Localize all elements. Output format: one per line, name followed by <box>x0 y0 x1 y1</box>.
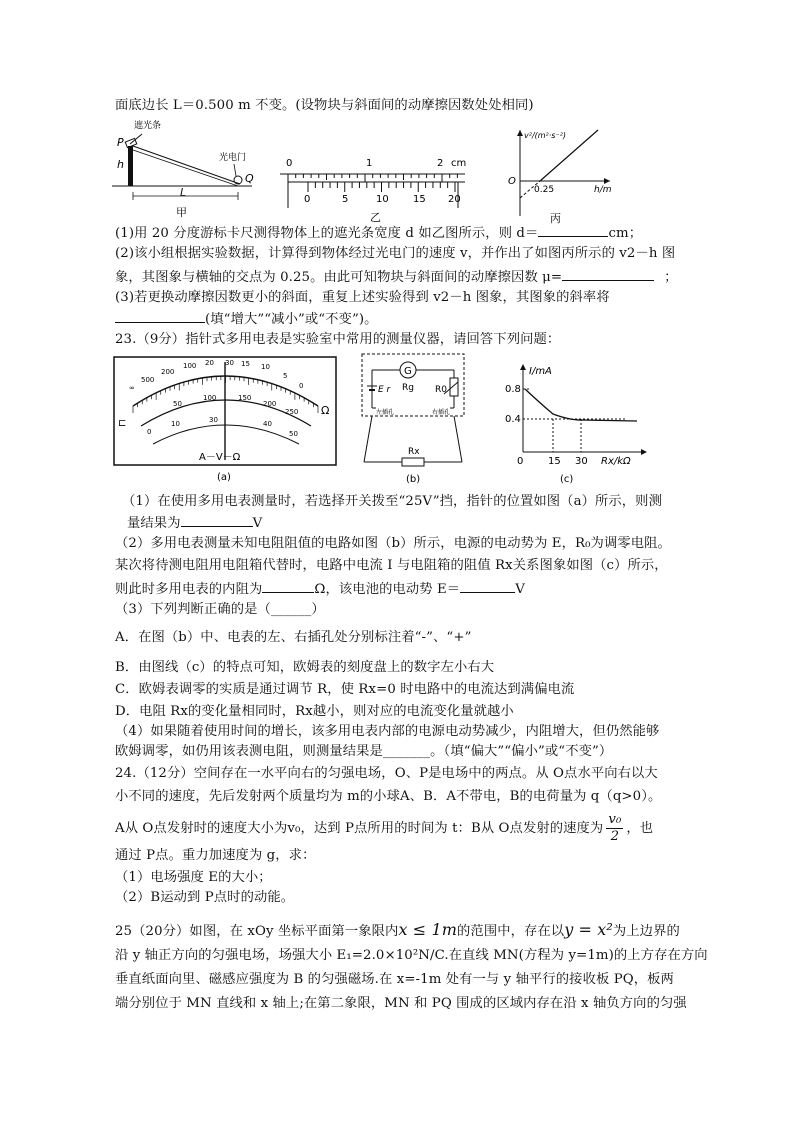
svg-text:10: 10 <box>261 363 270 371</box>
figure-c-plot <box>505 360 655 486</box>
svg-text:∞: ∞ <box>129 384 135 392</box>
label-P: P <box>117 136 124 149</box>
answer-blank[interactable] <box>562 266 654 281</box>
svg-text:I/mA: I/mA <box>529 366 552 377</box>
svg-text:O: O <box>508 176 516 187</box>
q23-optD: D．电阻 Rx的变化量相同时，Rx越小，则对应的电流变化量就越小 <box>115 704 514 719</box>
q23-head: 23.（9分）指针式多用电表是实验室中常用的测量仪器，请回答下列问题： <box>115 332 561 347</box>
svg-text:100: 100 <box>203 394 217 402</box>
svg-text:1: 1 <box>366 158 373 169</box>
q23-p1b: 量结果为 V <box>127 512 262 534</box>
svg-text:20: 20 <box>448 194 461 205</box>
answer-blank[interactable] <box>115 308 205 323</box>
svg-text:5: 5 <box>283 372 288 380</box>
svg-text:Rx/kΩ: Rx/kΩ <box>601 456 631 467</box>
figure-jia <box>112 116 262 226</box>
svg-text:Rg: Rg <box>402 383 414 393</box>
svg-text:30: 30 <box>209 416 218 424</box>
gate-label: 光电门 <box>219 153 247 163</box>
dial-bottom-label: A－V－Ω <box>199 452 241 463</box>
svg-text:0: 0 <box>517 456 524 467</box>
q23-p4b: 欧姆调零，如仍用该表测电阻，则测量结果是_______。（填“偏大”“偏小”或“不变”） <box>115 744 613 759</box>
svg-text:150: 150 <box>238 394 252 402</box>
incline-top <box>133 146 240 184</box>
q25-l3: 垂直纸面向里、磁感应强度为 B 的匀强磁场.在 x=-1m 处有一与 y 轴平行的接收板 PQ，板两 <box>115 972 674 987</box>
q22-p3b: (填“增大”“减小”或“不变”)。 <box>115 308 378 330</box>
answer-blank[interactable] <box>538 222 608 237</box>
svg-text:左插孔: 左插孔 <box>376 409 395 416</box>
rx-resistor <box>402 458 424 466</box>
q22-p2a: (2)该小组根据实验数据，计算得到物体经过光电门的速度 v，并作出了如图丙所示的 v2－h 图 <box>115 246 676 261</box>
svg-text:50: 50 <box>289 430 298 438</box>
svg-text:30: 30 <box>575 456 588 467</box>
q23-optC: C．欧姆表调零的实质是通过调节 R，使 Rx=0 时电路中的电流达到满偏电流 <box>115 682 575 697</box>
svg-text:cm: cm <box>451 158 467 169</box>
svg-text:100: 100 <box>183 362 197 370</box>
label-h: h <box>117 158 124 171</box>
r0-resistor <box>450 378 458 396</box>
post-bar <box>128 146 133 186</box>
svg-text:0.25: 0.25 <box>534 185 555 195</box>
svg-text:500: 500 <box>141 376 155 384</box>
q22-p2b: 象，其图象与横轴的交点为 0.25。由此可知物块与斜面间的动摩擦因数 μ= ； <box>115 266 678 288</box>
svg-text:5: 5 <box>342 194 349 205</box>
q24-l5: （1）电场强度 E的大小； <box>115 870 272 885</box>
answer-blank[interactable] <box>181 512 253 527</box>
figure-a-dial <box>113 356 338 486</box>
caption-c: (c) <box>560 474 574 485</box>
svg-text:G: G <box>404 366 412 377</box>
svg-text:200: 200 <box>161 368 175 376</box>
svg-text:10: 10 <box>376 194 389 205</box>
q25-l2: 沿 y 轴正方向的匀强电场，场强大小 E₁=2.0×10²N/C.在直线 MN(方程为 y=1m)的上方存在方向 <box>115 948 708 963</box>
q24-l1: 24.（12分）空间存在一水平向右的匀强电场，O、P是电场中的两点。从 O点水平向右以大 <box>115 766 658 781</box>
bing-ylabel: v²/(m²·s⁻²) <box>524 131 567 140</box>
svg-text:0.4: 0.4 <box>505 414 521 425</box>
q24-l2: 小不同的速度，先后发射两个质量均为 m的小球A、B．A不带电，B的电荷量为 q（q>0）。 <box>115 789 662 804</box>
svg-text:右插孔: 右插孔 <box>432 409 451 416</box>
q23-p1a: （1）在使用多用电表测量时，若选择开关拨至“25V”挡，指针的位置如图（a）所示，则测 <box>122 494 662 509</box>
svg-text:200: 200 <box>263 400 277 408</box>
q22-p3a: (3)若更换动摩擦因数更小的斜面，重复上述实验得到 v2－h 图象，其图象的斜率将 <box>115 290 610 305</box>
svg-text:E r: E r <box>378 385 391 395</box>
svg-text:⊏: ⊏ <box>118 418 127 429</box>
svg-text:0: 0 <box>299 382 304 390</box>
current-curve <box>525 389 637 421</box>
q23-p2c: 则此时多用电表的内阻为 Ω，该电池的电动势 E＝ V <box>115 578 525 600</box>
svg-text:30: 30 <box>225 359 234 367</box>
svg-text:10: 10 <box>171 420 180 428</box>
svg-text:Ω: Ω <box>321 404 330 417</box>
svg-text:15: 15 <box>413 194 426 205</box>
svg-text:20: 20 <box>205 359 214 367</box>
svg-text:50: 50 <box>173 400 182 408</box>
answer-blank[interactable] <box>460 578 515 593</box>
q22-p1: (1)用 20 分度游标卡尺测得物体上的遮光条宽度 d 如乙图所示，则 d＝ cm； <box>115 222 642 244</box>
label-Q: Q <box>245 172 254 185</box>
caption-jia: 甲 <box>176 206 187 219</box>
q25-l4: 端分别位于 MN 直线和 x 轴上;在第二象限，MN 和 PQ 围成的区域内存在沿 x 轴负方向的匀强 <box>115 996 687 1011</box>
caption-bing: 丙 <box>550 212 561 225</box>
fraction-v0-over-2: $\frac{\text{v₀}}{2}$ <box>608 812 622 844</box>
caption-b: (b) <box>406 474 421 485</box>
svg-text:2: 2 <box>437 158 444 169</box>
q23-optA: A．在图（b）中、电表的左、右插孔处分别标注着“-”、“+” <box>115 630 472 645</box>
q23-p2b: 某次将待测电阻用电阻箱代替时，电路中电流 I 与电阻箱的阻值 Rx关系图象如图（c）所示， <box>115 558 668 573</box>
svg-text:Rx: Rx <box>408 447 420 457</box>
svg-text:0: 0 <box>286 158 293 169</box>
shade-label: 遮光条 <box>134 121 162 131</box>
q23-optB: B．由图线（c）的特点可知，欧姆表的刻度盘上的数字左小右大 <box>115 660 495 675</box>
q25-l1: 25（20分）如图，在 xOy 坐标平面第一象限内x ≤ 1m的范围中，存在以y = x²为上边界的 <box>115 920 680 939</box>
svg-text:0.8: 0.8 <box>505 384 521 395</box>
svg-text:0: 0 <box>304 194 311 205</box>
svg-text:15: 15 <box>548 456 561 467</box>
q23-p4a: （4）如果随着使用时间的增长，该多用电表内部的电源电动势减少，内阻增大，但仍然能够 <box>115 724 660 739</box>
svg-text:15: 15 <box>241 360 250 368</box>
q23-p2a: （2）多用电表测量未知电阻阻值的电路如图（b）所示，电源的电动势为 E，R₀为调零电阻。 <box>115 536 671 551</box>
caption-yi: 乙 <box>370 211 381 224</box>
q24-l3: A从 O点发射时的速度大小为v₀，达到 P点所用的时间为 t：B从 O点发射的速度为 $\frac{\text{v₀}}{2}$ ，也 <box>115 812 654 844</box>
q24-l6: （2）B运动到 P点时的动能。 <box>115 890 295 905</box>
q24-l4: 通过 P点。重力加速度为 g，求： <box>115 848 316 863</box>
answer-blank[interactable] <box>262 578 314 593</box>
svg-text:0: 0 <box>147 428 152 436</box>
svg-text:40: 40 <box>263 420 272 428</box>
figure-bing <box>500 126 620 226</box>
figure-yi <box>280 146 470 224</box>
label-L: L <box>180 186 187 199</box>
intro-line: 面底边长 L＝0.500 m 不变。(设物块与斜面间的动摩擦因数处处相同) <box>115 98 534 113</box>
q23-p3: （3）下列判断正确的是（______） <box>115 602 325 617</box>
figure-b-circuit <box>358 350 470 486</box>
caption-a: (a) <box>217 472 231 483</box>
svg-text:250: 250 <box>285 408 299 416</box>
svg-text:R0: R0 <box>435 385 447 395</box>
svg-text:h/m: h/m <box>594 185 612 195</box>
